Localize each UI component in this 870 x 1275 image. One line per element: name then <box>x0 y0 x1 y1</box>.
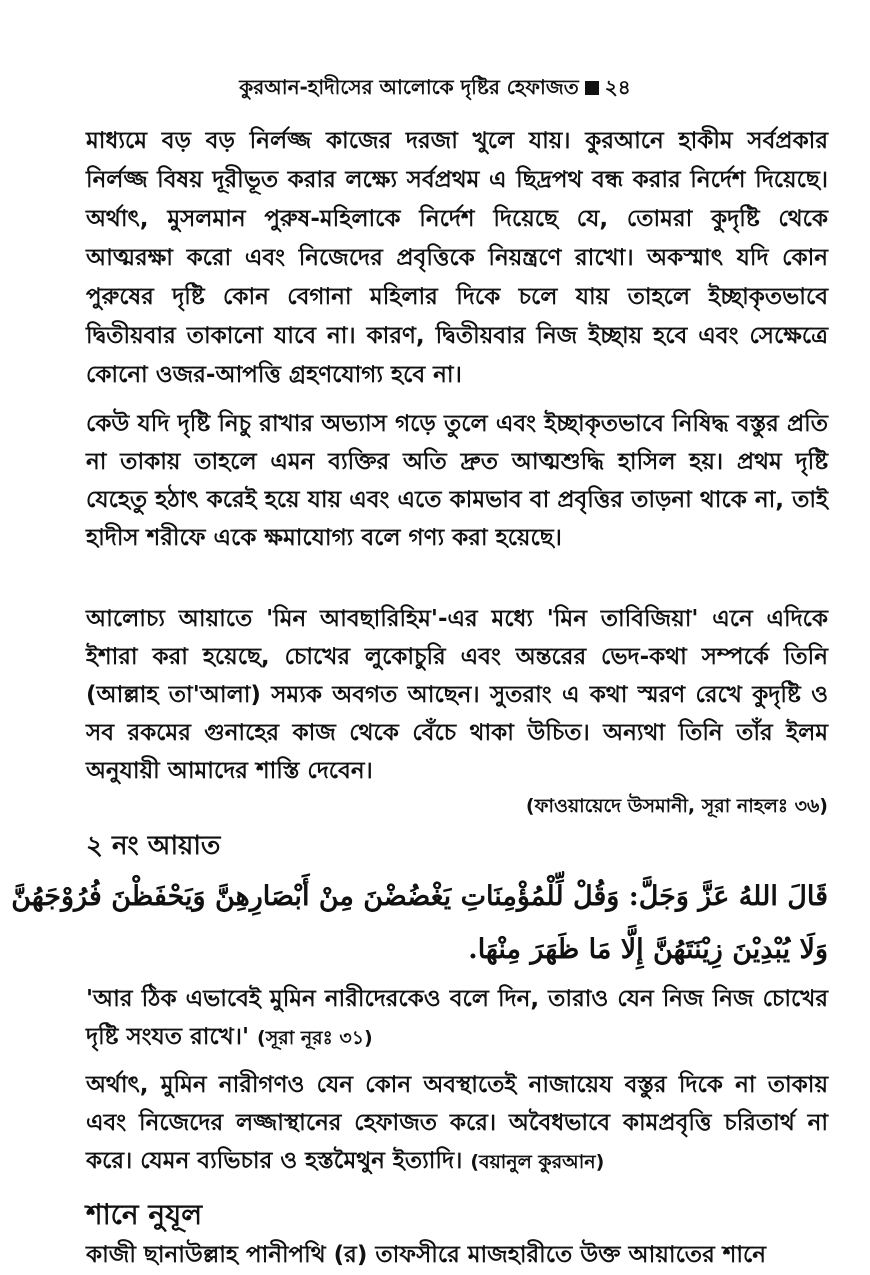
running-header <box>0 72 870 102</box>
citation-bayanul-quran: (বয়ানুল কুরআন) <box>470 1151 605 1173</box>
paragraph-2: কেউ যদি দৃষ্টি নিচু রাখার অভ্যাস গড়ে তুলে এবং ইচ্ছাকৃতভাবে নিষিদ্ধ বস্তুর প্রতি না তাকায় তাহলে এমন ব্যক্তির অতি দ্রুত আত্মশুদ্ধি হাসিল হয়। প্রথম দৃষ্টি যেহেতু হঠাৎ করেই হয়ে যায় এবং এতে কামভাব বা প্রবৃত্তির তাড়না থাকে না, তাই হাদীস শরীফে একে ক্ষমাযোগ্য বলে গণ্য করা হয়েছে। <box>86 411 828 551</box>
arabic-verse-line-2: وَلَا يُبْدِيْنَ زِيْنَتَهُنَّ إِلَّا مَا ظَهَرَ مِنْهَا. <box>468 934 828 965</box>
header-title: কুরআন-হাদীসের আলোকে দৃষ্টির হেফাজত <box>239 75 579 99</box>
paragraph-shane-nuzul: কাজী ছানাউল্লাহ পানীপথি (র) তাফসীরে মাজহারীতে উক্ত আয়াতের শানে <box>86 1242 766 1268</box>
square-bullet-icon <box>585 81 599 95</box>
section-heading-shane-nuzul: শানে নুযূল <box>86 1198 203 1231</box>
paragraph-3: আলোচ্য আয়াতে 'মিন আবছারিহিম'-এর মধ্যে 'মিন তাবিজিয়া' এনে এদিকে ইশারা করা হয়েছে, চোখের লুকোচুরি এবং অন্তরের ভেদ-কথা সম্পর্কে তিনি (আল্লাহ তা'আলা) সম্যক অবগত আছেন। সুতরাং এ কথা স্মরণ রেখে কুদৃষ্টি ও সব রকমের গুনাহের কাজ থেকে বেঁচে থাকা উচিত। অন্যথা তিনি তাঁর ইলম অনুযায়ী আমাদের শাস্তি দেবেন। <box>86 606 828 784</box>
arabic-verse-line-1: قَالَ اللهُ عَزَّ وَجَلَّ: وَقُلْ لِّلْمُؤْمِنَاتِ يَغْضُضْنَ مِنْ أَبْصَارِهِنَّ وَيَحْفَظْنَ فُرُوْجَهُنَّ <box>11 881 828 912</box>
paragraph-translation <box>86 980 828 1057</box>
citation-surah-nur: (সূরা নূরঃ ৩১) <box>257 1027 373 1049</box>
paragraph-explanation <box>86 1066 828 1181</box>
citation-fawayede: (ফাওয়ায়েদে উসমানী, সূরা নাহলঃ ৩৬) <box>525 795 828 817</box>
explanation-text: অর্থাৎ, মুমিন নারীগণও যেন কোন অবস্থাতেই নাজায়েয বস্তুর দিকে না তাকায় এবং নিজেদের লজ্জাস্থানের হেফাজত করে। অবৈধভাবে কামপ্রবৃত্তি চরিতার্থ না করে। যেমন ব্যভিচার ও হস্তমৈথুন ইত্যাদি। <box>86 1072 828 1174</box>
page-number: ২৪ <box>604 75 631 99</box>
section-heading-ayat-2: ২ নং আয়াত <box>86 831 221 861</box>
translation-text: 'আর ঠিক এভাবেই মুমিন নারীদেরকেও বলে দিন, তারাও যেন নিজ নিজ চোখের দৃষ্টি সংযত রাখে।' <box>86 986 828 1050</box>
paragraph-1: মাধ্যমে বড় বড় নির্লজ্জ কাজের দরজা খুলে যায়। কুরআনে হাকীম সর্বপ্রকার নির্লজ্জ বিষয় দূরীভূত করার লক্ষ্যে সর্বপ্রথম এ ছিদ্রপথ বন্ধ করার নির্দেশ দিয়েছে। অর্থাৎ, মুসলমান পুরুষ-মহিলাকে নির্দেশ দিয়েছে যে, তোমরা কুদৃষ্টি থেকে আত্মরক্ষা করো এবং নিজেদের প্রবৃত্তিকে নিয়ন্ত্রণে রাখো। অকস্মাৎ যদি কোন পুরুষের দৃষ্টি কোন বেগানা মহিলার দিকে চলে যায় তাহলে ইচ্ছাকৃতভাবে দ্বিতীয়বার তাকানো যাবে না। কারণ, দ্বিতীয়বার নিজ ইচ্ছায় হবে এবং সেক্ষেত্রে কোনো ওজর-আপত্তি গ্রহণযোগ্য হবে না। <box>86 128 828 388</box>
